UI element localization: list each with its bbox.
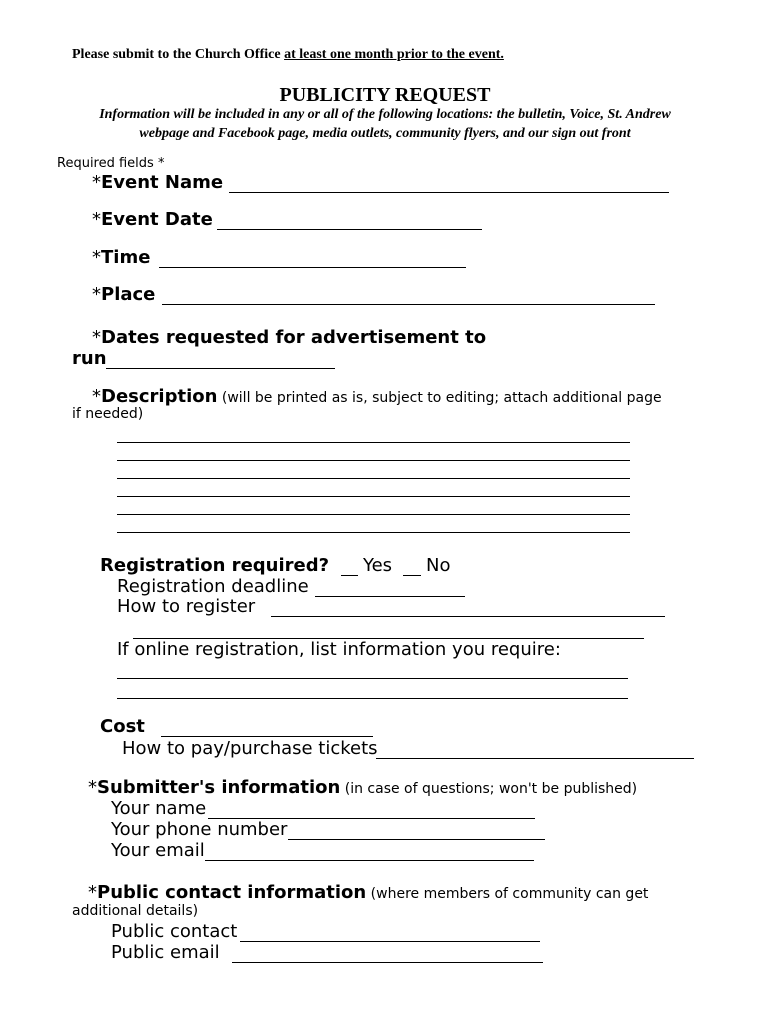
public-email-field[interactable] bbox=[232, 962, 543, 963]
place-text: Place bbox=[101, 284, 156, 305]
event-date-field[interactable] bbox=[217, 229, 482, 230]
public-contact-info-label bbox=[88, 882, 648, 903]
public-email-label: Public email bbox=[111, 942, 220, 963]
public-contact-info-text: Public contact information bbox=[97, 882, 367, 903]
submit-instruction-text: Please submit to the Church Office bbox=[72, 47, 285, 62]
your-phone-field[interactable] bbox=[288, 839, 545, 840]
description-line-4[interactable] bbox=[117, 496, 630, 497]
page-title: PUBLICITY REQUEST bbox=[279, 84, 491, 106]
event-date-text: Event Date bbox=[101, 209, 213, 230]
registration-yes-label: Yes bbox=[363, 555, 393, 576]
submit-instruction bbox=[72, 47, 504, 63]
dates-adv-field[interactable] bbox=[106, 368, 335, 369]
event-name-field[interactable] bbox=[229, 192, 669, 193]
submit-deadline-text: at least one month prior to the event. bbox=[284, 47, 504, 62]
your-email-field[interactable] bbox=[205, 860, 534, 861]
cost-label: Cost bbox=[100, 716, 145, 737]
required-asterisk: * bbox=[88, 777, 97, 798]
public-contact-info-note-2: additional details) bbox=[72, 903, 199, 919]
public-contact-label: Public contact bbox=[111, 921, 238, 942]
registration-no-blank[interactable] bbox=[403, 575, 421, 576]
required-asterisk: * bbox=[92, 284, 101, 305]
description-text: Description bbox=[101, 386, 218, 407]
your-email-label: Your email bbox=[111, 840, 205, 861]
event-name-text: Event Name bbox=[101, 172, 224, 193]
description-line-6[interactable] bbox=[117, 532, 630, 533]
submitter-info-text: Submitter's information bbox=[97, 777, 341, 798]
event-date-label bbox=[92, 209, 213, 230]
how-to-pay-label: How to pay/purchase tickets bbox=[122, 738, 378, 759]
required-asterisk: * bbox=[92, 386, 101, 407]
online-registration-label: If online registration, list information you require: bbox=[117, 639, 561, 660]
online-registration-line-2[interactable] bbox=[117, 698, 628, 699]
required-asterisk: * bbox=[92, 172, 101, 193]
required-asterisk: * bbox=[92, 247, 101, 268]
required-note: Required fields * bbox=[57, 156, 165, 171]
your-name-label: Your name bbox=[111, 798, 207, 819]
place-label bbox=[92, 284, 155, 305]
how-to-register-label: How to register bbox=[117, 596, 256, 617]
dates-adv-text: Dates requested for advertisement to bbox=[101, 327, 487, 348]
registration-question: Registration required? bbox=[100, 555, 330, 576]
how-to-pay-field[interactable] bbox=[376, 758, 694, 759]
required-asterisk: * bbox=[88, 882, 97, 903]
description-note: (will be printed as is, subject to editing; attach additional page bbox=[217, 390, 662, 406]
registration-no-label: No bbox=[426, 555, 451, 576]
info-line-2: webpage and Facebook page, media outlets, community flyers, and our sign out front bbox=[139, 126, 631, 141]
info-line-1: Information will be included in any or all of the following locations: the bulletin, Voice, St. Andrew bbox=[99, 107, 671, 122]
registration-deadline-label: Registration deadline bbox=[117, 576, 309, 597]
time-field[interactable] bbox=[159, 267, 466, 268]
required-asterisk: * bbox=[92, 209, 101, 230]
public-contact-field[interactable] bbox=[240, 941, 540, 942]
event-name-label bbox=[92, 172, 223, 193]
description-line-1[interactable] bbox=[117, 442, 630, 443]
description-line-2[interactable] bbox=[117, 460, 630, 461]
place-field[interactable] bbox=[162, 304, 655, 305]
registration-yes-blank[interactable] bbox=[341, 575, 358, 576]
cost-field[interactable] bbox=[161, 736, 373, 737]
your-phone-label: Your phone number bbox=[111, 819, 288, 840]
registration-deadline-field[interactable] bbox=[315, 596, 465, 597]
required-asterisk: * bbox=[92, 327, 101, 348]
description-line-3[interactable] bbox=[117, 478, 630, 479]
description-line-5[interactable] bbox=[117, 514, 630, 515]
description-label bbox=[92, 386, 662, 407]
dates-adv-label bbox=[92, 327, 486, 348]
submitter-info-note: (in case of questions; won't be published) bbox=[340, 781, 638, 797]
dates-adv-run: run bbox=[72, 348, 107, 369]
submitter-info-label bbox=[88, 777, 637, 798]
public-contact-info-note: (where members of community can get bbox=[366, 886, 649, 902]
online-registration-line-1[interactable] bbox=[117, 678, 628, 679]
how-to-register-field[interactable] bbox=[271, 616, 665, 617]
time-label bbox=[92, 247, 150, 268]
description-note-2: if needed) bbox=[72, 406, 144, 422]
time-text: Time bbox=[101, 247, 151, 268]
